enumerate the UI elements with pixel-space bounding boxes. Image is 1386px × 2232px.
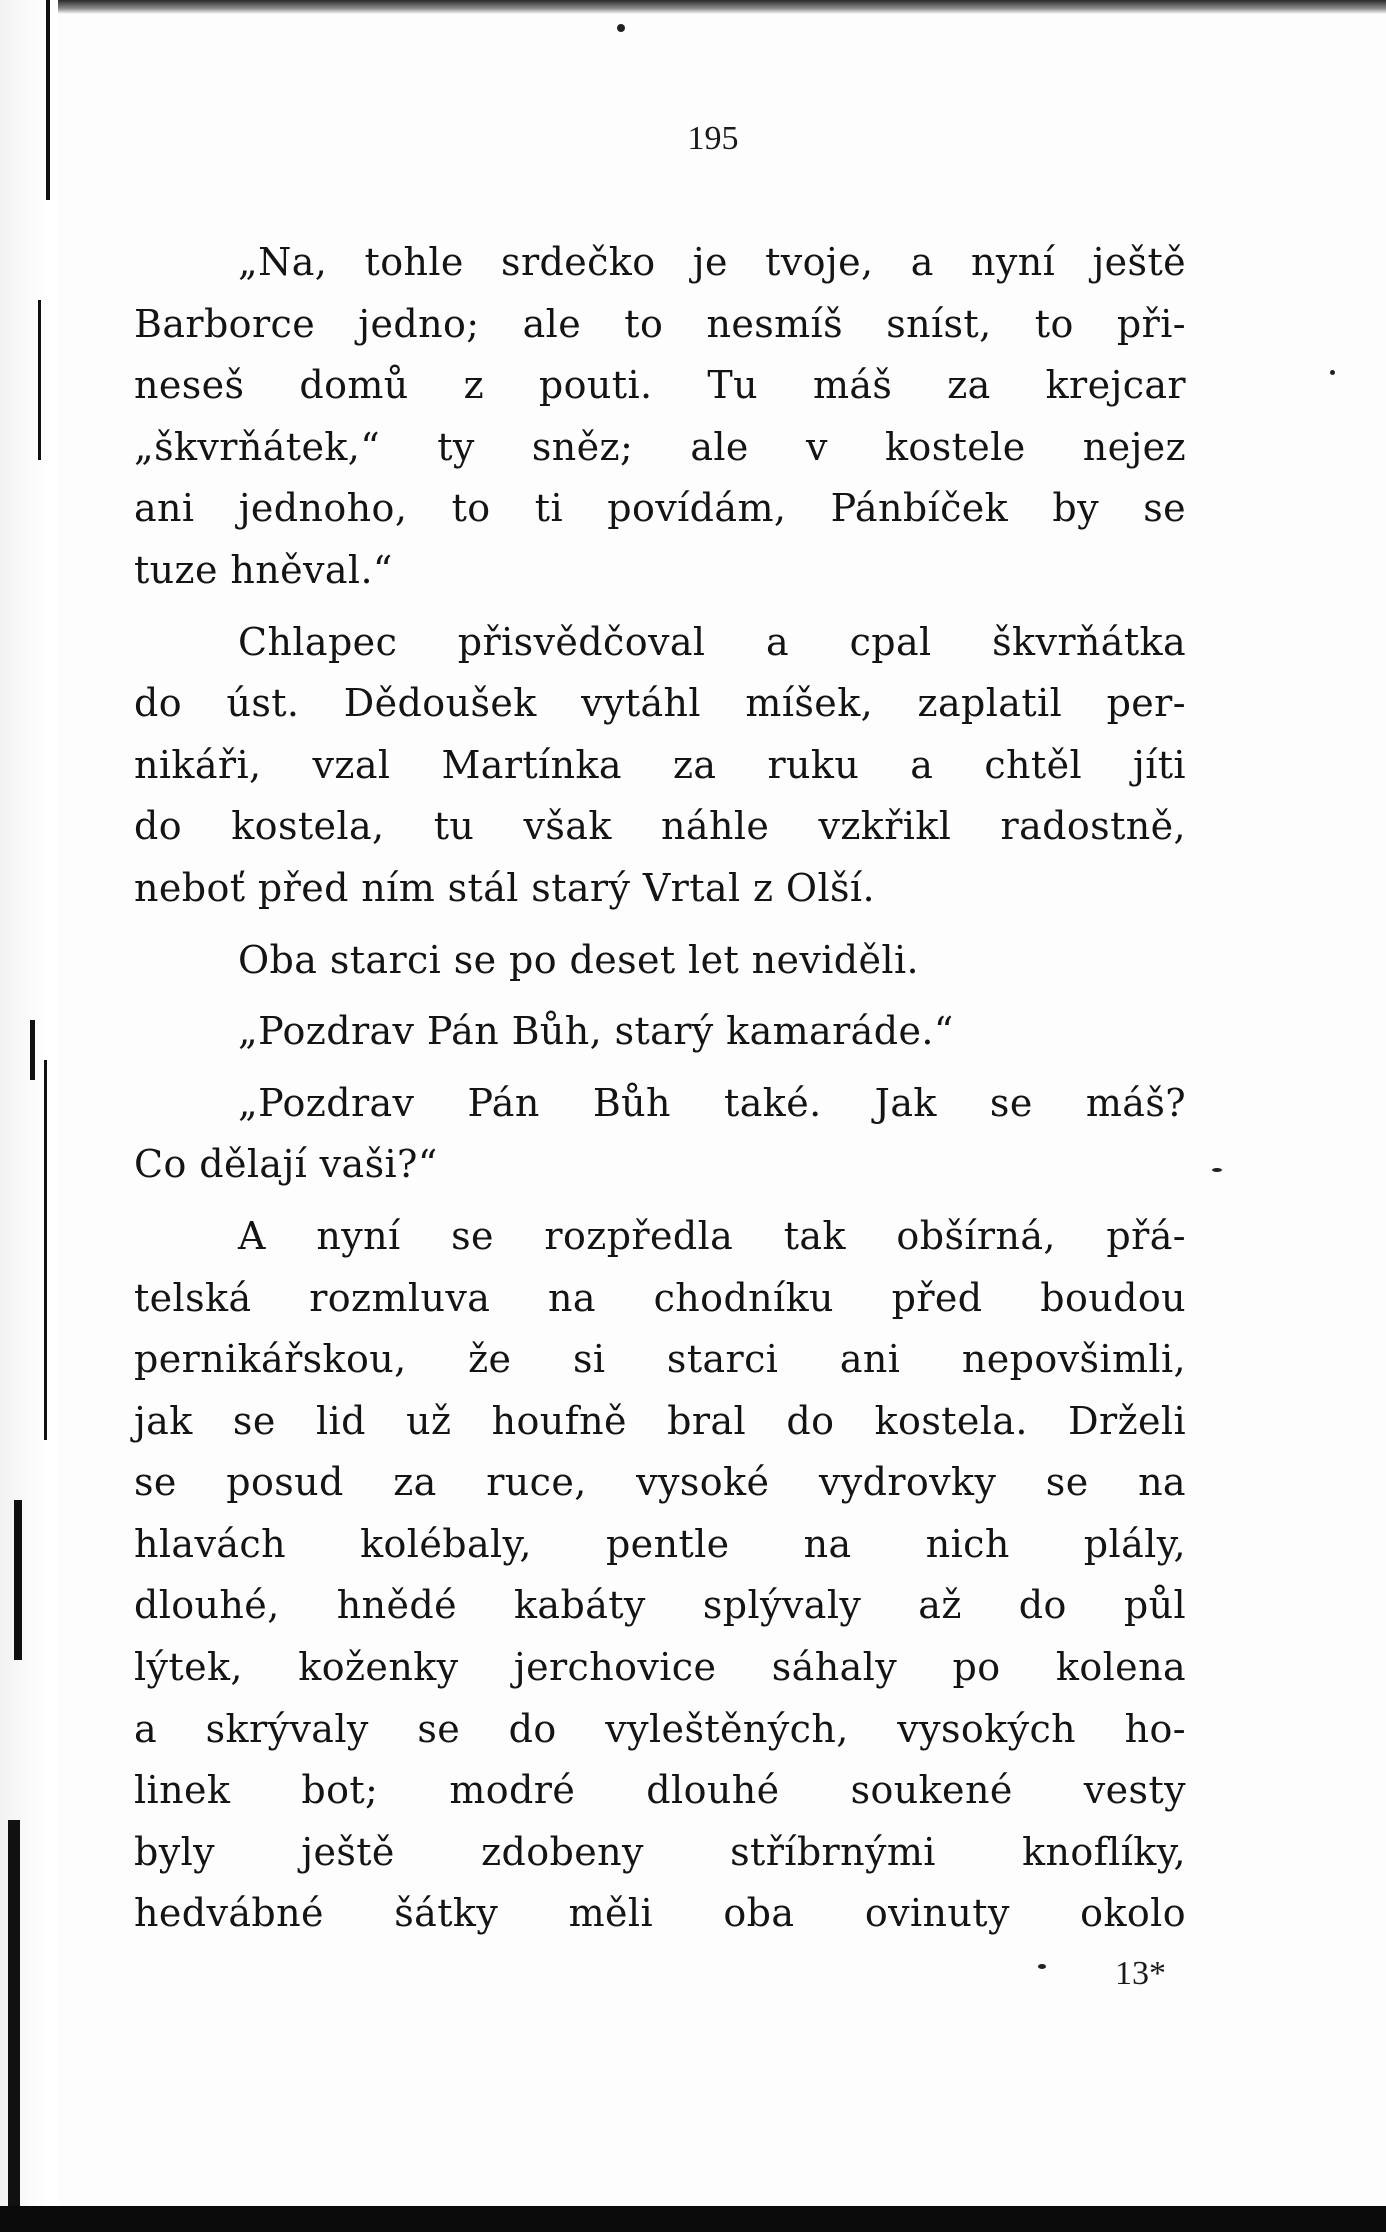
text-line: nikáři, vzal Martínka za ruku a chtěl jíti [134,742,1186,787]
signature-mark: 13* [1115,1955,1166,1992]
text-line: Barborce jedno; ale to nesmíš sníst, to při- [134,301,1186,346]
text-line: telská rozmluva na chodníku před boudou [134,1275,1186,1320]
text-line: linek bot; modré dlouhé soukené vesty [134,1768,1186,1813]
paragraph [134,1206,1186,1945]
ink-speck [617,24,625,32]
text-line: ani jednoho, to ti povídám, Pánbíček by se [134,486,1186,531]
text-line: „škvrňátek,“ ty sněz; ale v kostele nejez [134,424,1186,469]
page-number: 195 [687,120,739,157]
binding-mark [8,1820,20,2232]
text-line: Co dělají vaši?“ [134,1142,438,1187]
text-line: lýtek, koženky jerchovice sáhaly po kolena [134,1645,1186,1690]
paragraph [134,232,1186,602]
text-line: se posud za ruce, vysoké vydrovky se na [134,1460,1186,1505]
text-line: dlouhé, hnědé kabáty splývaly až do půl [134,1583,1186,1628]
page-bottom-edge [0,2206,1386,2232]
paragraph [134,1073,1186,1196]
text-line: do kostela, tu však náhle vzkřikl radostně, [134,804,1186,849]
text-line: A nyní se rozpředla tak obšírná, přá- [238,1213,1186,1258]
paragraph [134,612,1186,920]
ink-speck [1038,1964,1046,1969]
paragraph-gap [134,920,1186,930]
binding-mark [46,0,50,200]
body-text [134,232,1186,1945]
text-line: pernikářskou, že si starci ani nepovšimli, [134,1337,1186,1382]
text-line: tuze hněval.“ [134,547,393,592]
binding-mark [30,1020,35,1080]
text-line: „Pozdrav Pán Bůh, starý kamaráde.“ [238,1009,954,1054]
text-line: Oba starci se po deset let neviděli. [238,937,919,982]
text-line: byly ještě zdobeny stříbrnými knoflíky, [134,1829,1186,1874]
ink-speck [1330,370,1335,375]
text-line: hlavách kolébaly, pentle na nich plály, [134,1521,1186,1566]
binding-mark [38,300,41,460]
text-line: Chlapec přisvědčoval a cpal škvrňátka [238,619,1186,664]
paragraph [134,930,1186,992]
text-line: do úst. Dědoušek vytáhl míšek, zaplatil per- [134,681,1186,726]
paragraph-gap [134,991,1186,1001]
text-line: „Na, tohle srdečko je tvoje, a nyní ještě [238,240,1186,284]
paragraph-gap [134,602,1186,612]
text-line: a skrývaly se do vyleštěných, vysokých ho- [134,1706,1186,1751]
binding-mark [44,1060,47,1440]
binding-mark [14,1500,22,1660]
page-top-shadow [0,0,1386,14]
text-line: jak se lid už houfně bral do kostela. Drželi [134,1398,1186,1443]
text-line: neseš domů z pouti. Tu máš za krejcar [134,363,1186,408]
text-line: „Pozdrav Pán Bůh také. Jak se máš? [238,1080,1186,1125]
paragraph-gap [134,1196,1186,1206]
paragraph-gap [134,1063,1186,1073]
text-line: neboť před ním stál starý Vrtal z Olší. [134,865,875,910]
ink-speck [1212,1168,1222,1172]
text-line: hedvábné šátky měli oba ovinuty okolo [134,1891,1186,1936]
paragraph [134,1001,1186,1063]
